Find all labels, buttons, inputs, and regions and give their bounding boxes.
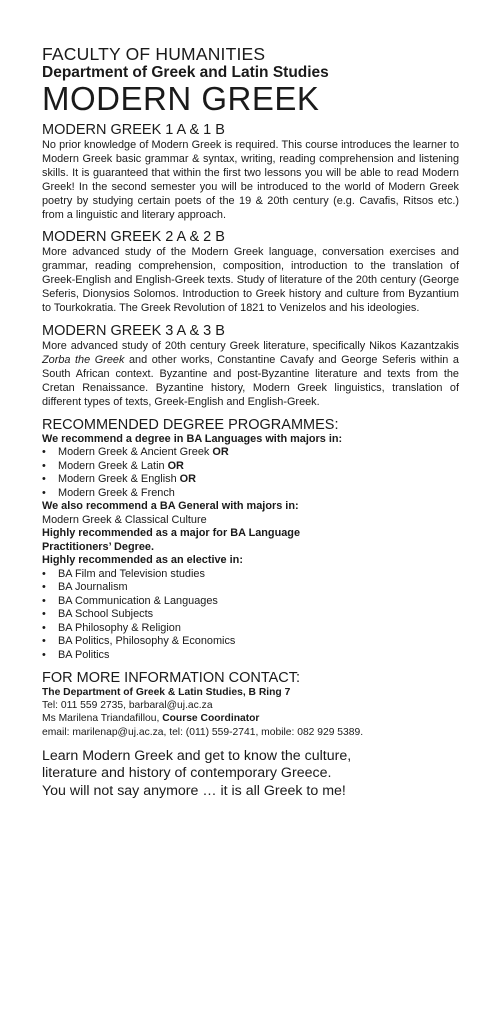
course-heading: MODERN GREEK 2 A & 2 B — [42, 229, 225, 246]
list-item: • BA Journalism — [42, 581, 459, 595]
list-item: • Modern Greek & English OR — [42, 473, 459, 487]
description-text: and other works, Constantine Cavafy and George Seferis within a South African context. Byzantine and post-Byzantine literature and texts from the Cretan Renaissance. Byzantine history, Modern Greek linguistics, translation of different types of texts, Greek-English and English-Greek. — [42, 353, 459, 408]
course-section-3 — [42, 323, 459, 410]
list-item: • BA Politics — [42, 649, 459, 663]
section-heading: FOR MORE INFORMATION CONTACT: — [42, 670, 301, 686]
course-description — [42, 340, 459, 410]
description-text: More advanced study of 20th century Greek literature, specifically Nikos Kazantzakis — [42, 339, 459, 352]
course-section-2 — [42, 229, 459, 316]
list-item: • BA Philosophy & Religion — [42, 622, 459, 636]
coordinator-line — [42, 712, 459, 725]
faculty-name: FACULTY OF HUMANITIES — [42, 44, 266, 64]
section-heading: RECOMMENDED DEGREE PROGRAMMES: — [42, 416, 339, 433]
list-item: • BA Politics, Philosophy & Economics — [42, 635, 459, 649]
ba-general-intro: We also recommend a BA General with majors in: — [42, 500, 299, 512]
list-item: • Modern Greek & French — [42, 487, 459, 501]
elective-list — [42, 568, 459, 663]
list-item: • BA Film and Television studies — [42, 568, 459, 582]
ba-general-item: Modern Greek & Classical Culture — [42, 513, 207, 526]
coordinator-role: Course Coordinator — [162, 713, 260, 725]
book-title: Zorba the Greek — [42, 353, 125, 366]
course-description: No prior knowledge of Modern Greek is required. This course introduces the learner to Modern Greek basic grammar & syntax, writing, reading comprehension and listening skills. It is guaranteed that within the first two lessons you will be able to read Modern Greek! In the second semester you will be introduced to the world of Modern Greek poetry by studying certain poets of the 19 & 20th century (e.g. Cavafis, Ritsos etc.) from a linguistic and literary approach. — [42, 139, 459, 221]
department-name: Department of Greek and Latin Studies — [42, 64, 329, 81]
course-description: More advanced study of the Modern Greek language, conversation exercises and grammar, reading comprehension, composition, introduction to the translation of Greek-English and English-Greek texts. Study of literature of the 20th century (George Seferis, Dionysios Solomos. Introduction to Greek history and culture from Byzantium to Tourkokratia. The Greek Revolution of 1821 to Venizelos and his ideologies. — [42, 246, 459, 315]
list-item: • Modern Greek & Latin OR — [42, 460, 459, 474]
coordinator-name: Ms Marilena Triandafillou, — [42, 713, 163, 725]
course-heading: MODERN GREEK 3 A & 3 B — [42, 322, 225, 339]
elective-intro: Highly recommended as an elective in: — [42, 554, 243, 566]
closing-slogan — [42, 748, 459, 801]
ba-languages-intro: We recommend a degree in BA Languages with majors in: — [42, 432, 343, 445]
list-item: • BA Communication & Languages — [42, 595, 459, 609]
degree-programmes — [42, 417, 459, 663]
course-heading: MODERN GREEK 1 A & 1 B — [42, 122, 225, 138]
contact-section — [42, 670, 459, 739]
telephone-line: Tel: 011 559 2735, barbaral@uj.ac.za — [42, 700, 213, 712]
department-address: The Department of Greek & Latin Studies, B Ring 7 — [42, 687, 291, 698]
slogan-line: Learn Modern Greek and get to know the culture, — [42, 747, 352, 764]
course-section-1 — [42, 122, 459, 222]
practitioners-line: Practitioners’ Degree. — [42, 540, 154, 553]
email-line: email: marilenap@uj.ac.za, tel: (011) 559-2741, mobile: 082 929 5389. — [42, 726, 364, 738]
practitioners-line: Highly recommended as a major for BA Language — [42, 527, 301, 539]
page-title: MODERN GREEK — [42, 80, 320, 117]
list-item: • BA School Subjects — [42, 608, 459, 622]
list-item: • Modern Greek & Ancient Greek OR — [42, 446, 459, 460]
slogan-line: You will not say anymore … it is all Greek to me! — [42, 782, 346, 799]
slogan-line: literature and history of contemporary Greece. — [42, 765, 332, 782]
ba-languages-list — [42, 446, 459, 500]
